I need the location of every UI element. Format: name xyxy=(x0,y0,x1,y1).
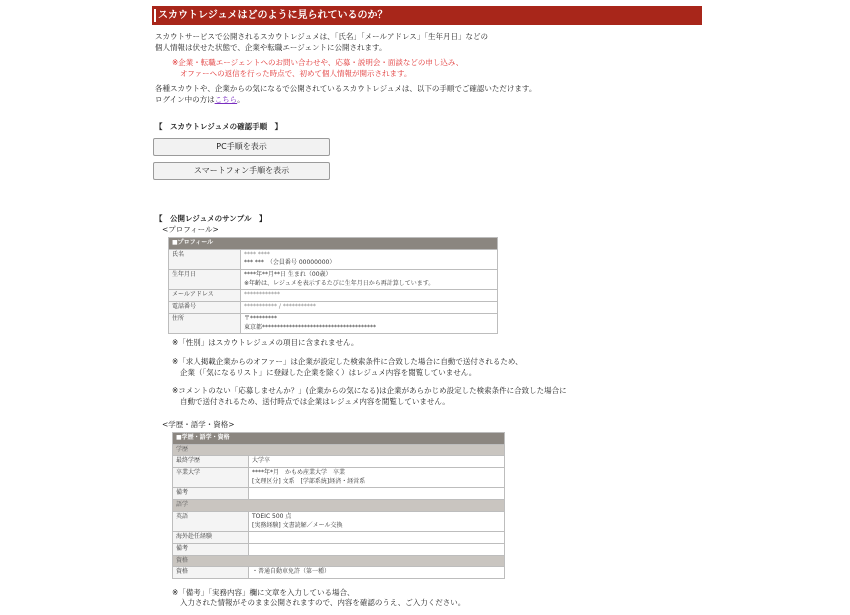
note-offer-line-2: 企業（「気になるリスト」に登録した企業を除く）はレジュメ内容を閲覧していません。 xyxy=(180,368,477,377)
profile-birth-date: ****年**月**日 生まれ（00歳） xyxy=(244,271,332,279)
education-label: <学歴・語学・資格> xyxy=(162,420,235,429)
profile-phone-value: *********** / *********** xyxy=(241,302,498,314)
profile-name-text: *** *** （会員番号 00000000） xyxy=(244,259,336,267)
final-education-label: 最終学歴 xyxy=(173,456,249,468)
login-link[interactable]: こちら xyxy=(214,95,238,104)
notice-line-2: オファーへの返信を行った時点で、初めて個人情報が開示されます。 xyxy=(180,69,412,78)
certificate-value: ・普通自動車免許（第一種） xyxy=(249,567,505,579)
sample-heading: 【 公開レジュメのサンプル 】 xyxy=(155,214,267,223)
profile-phone-label: 電話番号 xyxy=(169,302,241,314)
certificate-label: 資格 xyxy=(173,567,249,579)
education-table xyxy=(172,432,505,579)
footer-note-line-1: ※「備考」「実務内容」欄に文章を入力している場合、 xyxy=(172,588,355,597)
note-gender: ※「性別」はスカウトレジュメの項目に含まれません。 xyxy=(172,338,359,347)
language-remarks-label: 備考 xyxy=(173,543,249,555)
english-experience: [実務経験] 文書読解／メール交換 xyxy=(252,521,343,529)
profile-email-value: ************ xyxy=(241,290,498,302)
profile-label: <プロフィール> xyxy=(162,225,219,234)
graduated-university-value xyxy=(249,468,505,488)
pc-steps-button[interactable]: PC手順を表示 xyxy=(153,138,330,156)
check-line-2-suffix: 。 xyxy=(237,95,245,104)
english-score: TOEIC 500 点 xyxy=(252,512,292,520)
notice-line-1: ※企業・転職エージェントへのお問い合わせや、応募・説明会・面談などの申し込み、 xyxy=(172,58,464,67)
procedure-heading: 【 スカウトレジュメの確認手順 】 xyxy=(155,122,283,131)
graduated-university-label: 卒業大学 xyxy=(173,468,249,488)
education-remarks-label: 備考 xyxy=(173,488,249,500)
english-label: 英語 xyxy=(173,511,249,531)
table-row xyxy=(169,313,498,333)
education-section-row xyxy=(173,444,505,456)
table-row xyxy=(173,567,505,579)
intro-line-2: 個人情報は伏せた状態で、企業や転職エージェントに公開されます。 xyxy=(155,43,387,52)
profile-address-value xyxy=(241,313,498,333)
profile-birth-value xyxy=(241,270,498,290)
smartphone-steps-button[interactable]: スマートフォン手順を表示 xyxy=(153,162,330,180)
graduated-university-field: [文理区分] 文系 [学部系統]経済・経営系 xyxy=(252,477,366,485)
check-line-1: 各種スカウトや、企業からの気になるで公開されているスカウトレジュメは、以下の手順でご確認いただけます。 xyxy=(155,84,537,93)
language-section-row xyxy=(173,500,505,512)
note-apply-line-1: ※コメントのない「応募しませんか？」(企業からの気になる)は企業があらかじめ設定した検索条件に合致した場合に xyxy=(172,386,567,395)
profile-header-row xyxy=(169,238,498,250)
profile-address-text: 東京都************************************** xyxy=(244,323,377,331)
english-value xyxy=(249,511,505,531)
abroad-experience-value xyxy=(249,532,505,544)
note-offer-line-1: ※「求人掲載企業からのオファー」は企業が設定した検索条件に合致した場合に自動で送付されるため、 xyxy=(172,357,523,366)
language-section: 語学 xyxy=(173,500,505,512)
footer-note-line-2: 入力された情報がそのまま公開されますので、内容を確認のうえ、ご入力ください。 xyxy=(180,598,466,607)
profile-header: ■プロフィール xyxy=(169,238,498,250)
profile-address-label: 住所 xyxy=(169,313,241,333)
intro-line-1: スカウトサービスで公開されるスカウトレジュメは、「氏名」「メールアドレス」「生年月日」などの xyxy=(155,32,489,41)
check-line-2 xyxy=(155,95,245,106)
profile-name-kana: **** **** xyxy=(244,250,270,258)
profile-table xyxy=(168,237,498,334)
table-row xyxy=(169,249,498,269)
profile-name-label: 氏名 xyxy=(169,249,241,269)
abroad-experience-label: 海外赴任経験 xyxy=(173,532,249,544)
education-header-row xyxy=(173,433,505,445)
table-row xyxy=(169,290,498,302)
profile-email-label: メールアドレス xyxy=(169,290,241,302)
education-section: 学歴 xyxy=(173,444,505,456)
education-header: ■学歴・語学・資格 xyxy=(173,433,505,445)
table-row xyxy=(173,511,505,531)
table-row xyxy=(169,302,498,314)
table-row xyxy=(173,532,505,544)
profile-birth-label: 生年月日 xyxy=(169,270,241,290)
education-remarks-value xyxy=(249,488,505,500)
certificate-section-row xyxy=(173,555,505,567)
check-line-2-prefix: ログイン中の方は xyxy=(155,95,215,104)
profile-address-zip: 〒********* xyxy=(244,314,278,322)
table-row xyxy=(169,270,498,290)
note-apply-line-2: 自動で送付されるため、送付時点では企業はレジュメ内容を閲覧していません。 xyxy=(180,397,450,406)
graduated-university-name: ****年*月 かもめ産業大学 卒業 xyxy=(252,469,346,477)
table-row xyxy=(173,488,505,500)
table-row xyxy=(173,456,505,468)
certificate-section: 資格 xyxy=(173,555,505,567)
profile-birth-note: ※年齢は、レジュメを表示するたびに生年月日から再計算しています。 xyxy=(244,279,435,287)
final-education-value: 大学卒 xyxy=(249,456,505,468)
table-row xyxy=(173,468,505,488)
page-title: スカウトレジュメはどのように見られているのか？ xyxy=(149,6,702,25)
profile-name-value xyxy=(241,249,498,269)
language-remarks-value xyxy=(249,543,505,555)
table-row xyxy=(173,543,505,555)
